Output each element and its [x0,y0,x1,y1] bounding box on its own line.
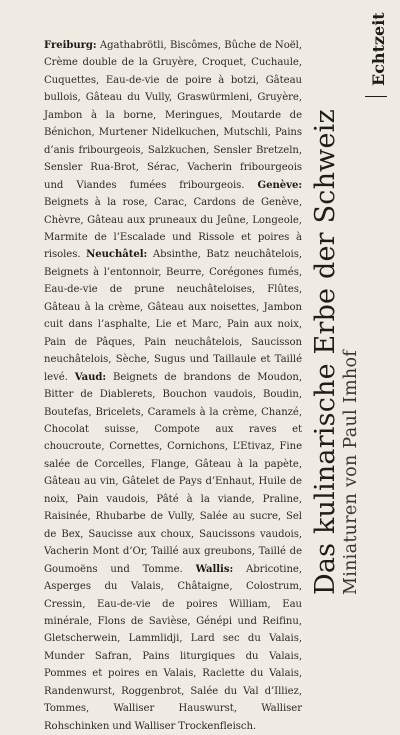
publisher-name: Echtzeit [369,12,388,86]
region-text-wallis: Abricotine, Asperges du Valais, Châtaigne, Colostrum, Cressin, Eau-de-vie de poires William, Eau minérale, Flons de Savièse, Génépi und Reifinu, Gletscherwein, Lammlidji, Lard sec du Valais, Munder Safran, Pains liturgiques du Valais, Pommes et poires en Valais, Raclette du Valais, Randenwurst, Roggenbrot, Salée du Val d’Illiez, Tommes, Walliser Hauswurst, Walliser Rohschinken und Walliser Trockenfleisch. [44,563,302,732]
region-text-geneve: Beignets à la rose, Carac, Cardons de Genève, Chèvre, Gâteau aux pruneaux du Jeûne, Longeole, Marmite de l’Escalade und Rissole et poires à risoles. [44,197,302,261]
region-label-vaud: Vaud: [74,371,107,383]
book-title: Das kulinarische Erbe der Schweiz [310,109,341,595]
book-subtitle: Miniaturen von Paul Imhof [341,349,361,595]
region-label-freiburg: Freiburg: [44,40,97,51]
region-text-vaud: Beignets de brandons de Moudon, Bitter de Diablerets, Bouchon vaudois, Boudin, Boutefas, Bricelets, Caramels à la crème, Chanzé, Chocolat suisse, Compote aux raves et choucroute, Cornettes, Cornichons, L’Etivaz, Fine salée de Corcelles, Flange, Gâteau à la papète, Gâteau au vin, Gâtelet de Pays d’Enhaut, Huile de noix, Pain vaudois, Pâté à la viande, Praline, Raisinée, Rhubarbe de Vully, Salée au sucre, Sel de Bex, Saucisse aux choux, Saucissons vaudois, Vacherin Mont d’Or, Taillé aux greubons, Taillé de Goumoëns und Tomme. [44,371,302,575]
region-label-wallis: Wallis: [195,563,234,575]
region-text-neuchatel: Absinthe, Batz neuchâtelois, Beignets à l’entonnoir, Beurre, Corégones fumés, Eau-de-vie de prune neuchâteloises, Flûtes, Gâteau à la crème, Gâteau aux noisettes, Jambon cuit dans l’asphalte, Lie et Marc, Pain aux noix, Pain de Pâques, Pain neuchâtelois, Saucisson neuchâtelois, Sèche, Sugus und Taillaule et Taillé levé. [44,249,302,383]
dish-list [44,37,302,735]
region-text-freiburg: Agathabrötli, Biscômes, Bûche de Noël, Crème double de la Gruyère, Croquet, Cuchaule, Cuquettes, Eau-de-vie de poire à botzi, Gâteau bullois, Gâteau du Vully, Graswürmleni, Gruyère, Jambon à la borne, Meringues, Moutarde de Bénichon, Murtener Nidelkuchen, Mutschli, Pains d’anis fribourgeois, Salzkuchen, Sensler Bretzeln, Sensler Rua-Brot, Sérac, Vacherin fribourgeois und Viandes fumées fribourgeois. [44,40,302,191]
region-label-neuchatel: Neuchâtel: [86,249,148,261]
publisher-divider [365,96,387,97]
region-label-geneve: Genève: [257,179,302,191]
